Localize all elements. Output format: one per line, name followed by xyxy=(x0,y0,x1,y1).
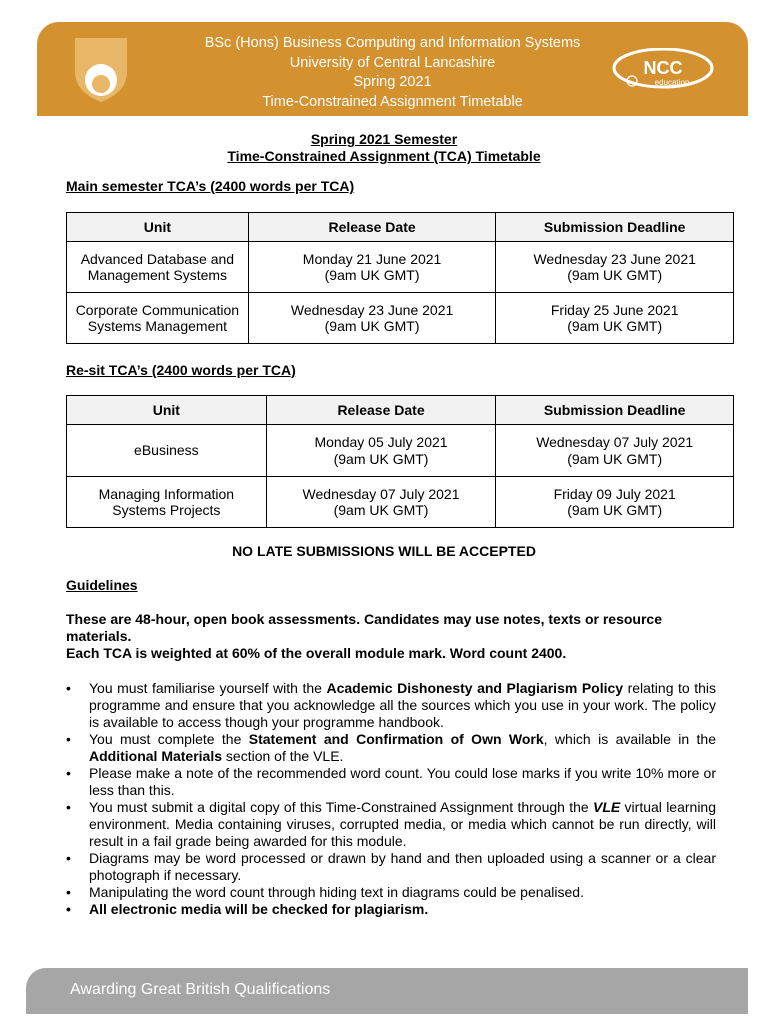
release-cell: Monday 05 July 2021 (9am UK GMT) xyxy=(266,425,496,477)
title-line-2: Time-Constrained Assignment (TCA) Timetable xyxy=(227,148,541,164)
column-header-release: Release Date xyxy=(266,396,496,425)
header-line-university: University of Central Lancashire xyxy=(289,54,496,71)
column-header-unit: Unit xyxy=(67,396,267,425)
list-item: • Manipulating the word count through hiding text in diagrams could be penalised. xyxy=(66,884,716,901)
ncc-logo-text: NCC xyxy=(643,58,683,78)
table-row xyxy=(67,242,734,293)
table-header-row xyxy=(67,396,734,425)
release-cell: Wednesday 23 June 2021 (9am UK GMT) xyxy=(248,293,496,344)
resit-heading: Re-sit TCA’s (2400 words per TCA) xyxy=(66,362,296,378)
main-semester-table xyxy=(66,212,734,344)
footer-band xyxy=(26,968,748,1014)
title-line-1: Spring 2021 Semester xyxy=(310,131,458,147)
header-line-term: Spring 2021 xyxy=(353,74,432,90)
unit-cell: Advanced Database and Management Systems xyxy=(67,242,249,293)
list-item: • You must familiarise yourself with the Academic Dishonesty and Plagiarism Policy relating to this programme and ensure that you acknowledge all the sources which you use in your work. The policy is available to access though your programme handbook. xyxy=(66,680,716,731)
list-item: • All electronic media will be checked for plagiarism. xyxy=(66,901,716,918)
list-item: • You must submit a digital copy of this Time-Constrained Assignment through the VLE virtual learning environment. Media containing viruses, corrupted media, or media which cannot be run directly, will result in a fail grade being awarded for this module. xyxy=(66,799,716,850)
release-cell: Monday 21 June 2021 (9am UK GMT) xyxy=(248,242,496,293)
footer-tagline: Awarding Great British Qualifications xyxy=(70,981,331,998)
list-item: • You must complete the Statement and Confirmation of Own Work, which is available in the Additional Materials section of the VLE. xyxy=(66,731,716,765)
deadline-cell: Friday 09 July 2021 (9am UK GMT) xyxy=(496,477,734,528)
deadline-cell: Wednesday 23 June 2021 (9am UK GMT) xyxy=(496,242,734,293)
ncc-logo-sub: education xyxy=(654,78,690,87)
guidelines-heading: Guidelines xyxy=(66,577,138,593)
unit-cell: eBusiness xyxy=(67,425,267,477)
column-header-deadline: Submission Deadline xyxy=(496,396,734,425)
list-item: • Diagrams may be word processed or drawn by hand and then uploaded using a scanner or a clear photograph if necessary. xyxy=(66,850,716,884)
list-item: • Please make a note of the recommended word count. You could lose marks if you write 10% more or less than this. xyxy=(66,765,716,799)
intro-line-1: These are 48-hour, open book assessments. Candidates may use notes, texts or resource materials. xyxy=(66,611,662,644)
unit-cell: Managing Information Systems Projects xyxy=(67,477,267,528)
guidelines-intro xyxy=(66,611,726,662)
header-line-doc-type: Time-Constrained Assignment Timetable xyxy=(262,93,523,110)
resit-table xyxy=(66,395,734,528)
release-cell: Wednesday 07 July 2021 (9am UK GMT) xyxy=(266,477,496,528)
ncc-education-logo xyxy=(612,48,714,92)
deadline-cell: Friday 25 June 2021 (9am UK GMT) xyxy=(496,293,734,344)
column-header-deadline: Submission Deadline xyxy=(496,213,734,242)
table-header-row xyxy=(67,213,734,242)
table-row xyxy=(67,477,734,528)
unit-cell: Corporate Communication Systems Management xyxy=(67,293,249,344)
column-header-release: Release Date xyxy=(248,213,496,242)
document-title xyxy=(0,131,768,165)
table-row xyxy=(67,293,734,344)
column-header-unit: Unit xyxy=(67,213,249,242)
table-row xyxy=(67,425,734,477)
intro-line-2: Each TCA is weighted at 60% of the overall module mark. Word count 2400. xyxy=(66,645,567,661)
header-line-programme: BSc (Hons) Business Computing and Information Systems xyxy=(204,35,581,51)
header-band xyxy=(37,22,748,116)
guidelines-list xyxy=(66,680,716,918)
late-submission-notice: NO LATE SUBMISSIONS WILL BE ACCEPTED xyxy=(232,543,536,559)
deadline-cell: Wednesday 07 July 2021 (9am UK GMT) xyxy=(496,425,734,477)
main-semester-heading: Main semester TCA’s (2400 words per TCA) xyxy=(66,178,355,194)
